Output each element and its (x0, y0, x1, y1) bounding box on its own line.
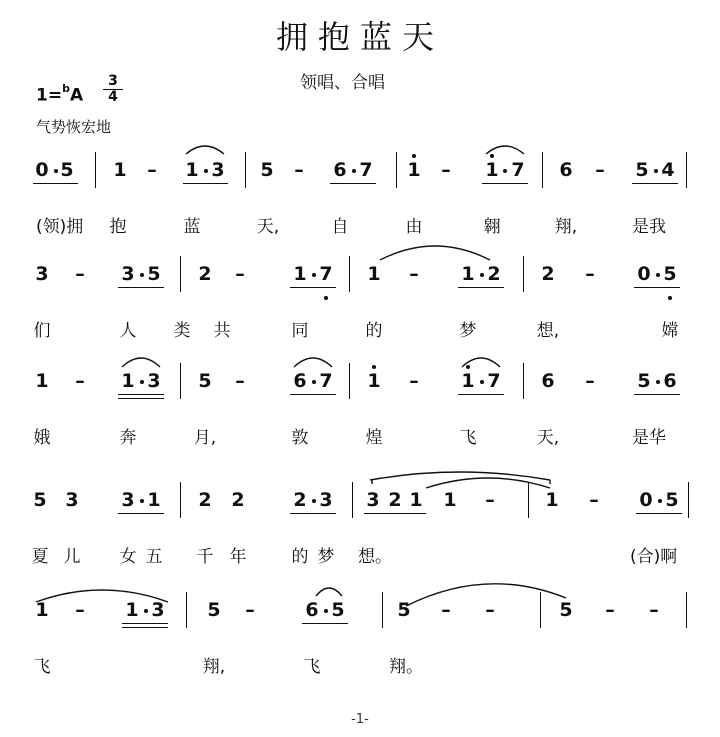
underline (330, 183, 376, 184)
note: 6 (541, 370, 555, 392)
note: 7 (511, 159, 525, 181)
slur (426, 478, 550, 488)
note: – (441, 599, 451, 621)
slurs (0, 448, 720, 508)
barline (686, 152, 687, 188)
lyric: 翔, (202, 657, 226, 677)
underline (290, 287, 336, 288)
note: 2 (198, 263, 212, 285)
note: 3 (151, 599, 165, 621)
note: 1 (485, 159, 499, 181)
note: – (235, 263, 245, 285)
slur (186, 146, 224, 154)
lyric: 年 (229, 547, 247, 567)
lyric: 敦 (291, 428, 309, 448)
key-signature (36, 84, 83, 106)
octave-dot (668, 296, 672, 300)
underline (118, 287, 164, 288)
note: 1 (367, 263, 381, 285)
lyric: 千 (196, 547, 214, 567)
underline (290, 513, 336, 514)
note: 5 (665, 489, 679, 511)
time-signature-top: 3 (103, 74, 123, 90)
barline (540, 592, 541, 628)
note: – (409, 263, 419, 285)
underline (636, 513, 682, 514)
lyric: 蓝 (183, 217, 201, 237)
lyric: 自 (331, 217, 349, 237)
note: – (585, 370, 595, 392)
note: 1 (367, 370, 381, 392)
octave-dot (372, 365, 376, 369)
lyric: 梦 (317, 547, 335, 567)
barline (396, 152, 397, 188)
lyric: 抱 (109, 217, 127, 237)
note: – (485, 599, 495, 621)
lyric: 奔 (119, 428, 137, 448)
note: 3 (211, 159, 225, 181)
note: – (294, 159, 304, 181)
note: 1 (461, 370, 475, 392)
note: 2 (487, 263, 501, 285)
lyric: 月, (193, 428, 217, 448)
page-number: -1- (351, 712, 369, 727)
barline (245, 152, 246, 188)
octave-dot (412, 154, 416, 158)
underline (122, 627, 168, 628)
barline (180, 482, 181, 518)
note: – (245, 599, 255, 621)
note: 1 (545, 489, 559, 511)
note: 6 (305, 599, 319, 621)
lyric: 夏 (31, 547, 49, 567)
note: – (409, 370, 419, 392)
lyric: 人 (119, 321, 137, 341)
lyric: 共 (213, 321, 231, 341)
performance-type: 领唱、合唱 (300, 73, 385, 93)
note: 5 (663, 263, 677, 285)
underline (118, 513, 164, 514)
barline (382, 592, 383, 628)
lyric: 嫦 (661, 321, 679, 341)
barline (542, 152, 543, 188)
lyric: 五 (145, 547, 163, 567)
lyric: 是华 (632, 428, 666, 448)
underline (458, 394, 504, 395)
slur (486, 146, 524, 154)
underline (632, 183, 678, 184)
underline (290, 394, 336, 395)
key-prefix: 1= (36, 85, 63, 106)
tempo-marking: 气势恢宏地 (36, 118, 112, 136)
note: 6 (293, 370, 307, 392)
note: 1 (113, 159, 127, 181)
note: 3 (65, 489, 79, 511)
lyric: 天, (536, 428, 560, 448)
lyric: 天, (256, 217, 280, 237)
note: 5 (207, 599, 221, 621)
note: 2 (388, 489, 402, 511)
lyric: 飞 (33, 657, 51, 677)
note: 0 (639, 489, 653, 511)
underline (122, 623, 168, 624)
underline (634, 287, 680, 288)
underline (33, 183, 78, 184)
note: 5 (397, 599, 411, 621)
note: – (585, 263, 595, 285)
note: 7 (319, 370, 333, 392)
underline (634, 394, 680, 395)
slur (370, 472, 550, 480)
lyric: 由 (405, 217, 423, 237)
note: 1 (185, 159, 199, 181)
note: – (605, 599, 615, 621)
barline (349, 363, 350, 399)
underline (302, 623, 348, 624)
time-signature (103, 74, 123, 105)
lyric: 飞 (459, 428, 477, 448)
note: 5 (60, 159, 74, 181)
lyric: 们 (33, 321, 51, 341)
note: 1 (121, 370, 135, 392)
lyric: 飞 (303, 657, 321, 677)
note: 1 (125, 599, 139, 621)
underline (458, 287, 504, 288)
note: – (75, 599, 85, 621)
barline (528, 482, 529, 518)
lyric: 煌 (365, 428, 383, 448)
note: 3 (366, 489, 380, 511)
note: – (595, 159, 605, 181)
lyric: 女 (119, 547, 137, 567)
lyric: (领)拥 (36, 217, 84, 237)
note: 1 (293, 263, 307, 285)
lyric: 儿 (63, 547, 81, 567)
barline (180, 363, 181, 399)
note: 1 (147, 489, 161, 511)
octave-dot (466, 365, 470, 369)
note: 5 (331, 599, 345, 621)
slur (294, 358, 332, 367)
underline (482, 183, 528, 184)
barline (523, 256, 524, 292)
lyric: 的 (291, 547, 309, 567)
barline (95, 152, 96, 188)
note: 7 (487, 370, 501, 392)
note: 5 (260, 159, 274, 181)
barline (686, 592, 687, 628)
key-note: A (69, 85, 84, 106)
lyric: 是我 (632, 217, 666, 237)
note: 3 (35, 263, 49, 285)
note: – (75, 370, 85, 392)
lyric: 同 (291, 321, 309, 341)
flat-sign: b (62, 82, 70, 95)
note: 7 (319, 263, 333, 285)
lyric: 梦 (459, 321, 477, 341)
slur (122, 358, 160, 367)
lyric: (合)啊 (630, 547, 678, 567)
note: 1 (407, 159, 421, 181)
note: 1 (461, 263, 475, 285)
note: 3 (147, 370, 161, 392)
underline (118, 398, 164, 399)
note: 1 (35, 599, 49, 621)
lyric: 类 (173, 321, 191, 341)
note: 1 (409, 489, 423, 511)
note: 3 (121, 489, 135, 511)
note: – (75, 263, 85, 285)
note: – (441, 159, 451, 181)
octave-dot (490, 154, 494, 158)
lyric: 想。 (358, 547, 392, 567)
note: – (485, 489, 495, 511)
time-signature-bottom: 4 (108, 89, 118, 105)
note: 1 (35, 370, 49, 392)
note: 1 (443, 489, 457, 511)
note: 6 (333, 159, 347, 181)
note: – (649, 599, 659, 621)
note: 5 (147, 263, 161, 285)
note: 0 (35, 159, 49, 181)
note: 2 (293, 489, 307, 511)
note: 5 (637, 370, 651, 392)
octave-dot (324, 296, 328, 300)
lyric: 娥 (33, 428, 51, 448)
slur (372, 480, 550, 484)
barline (523, 363, 524, 399)
lyric: 翱 (483, 217, 501, 237)
underline (364, 513, 426, 514)
barline (349, 256, 350, 292)
lyric: 翔。 (389, 657, 423, 677)
note: 3 (121, 263, 135, 285)
underline (183, 183, 228, 184)
note: – (589, 489, 599, 511)
note: – (147, 159, 157, 181)
slur (380, 246, 490, 260)
note: 5 (33, 489, 47, 511)
barline (688, 482, 689, 518)
lyric: 的 (365, 321, 383, 341)
barline (180, 256, 181, 292)
note: 6 (663, 370, 677, 392)
note: 3 (319, 489, 333, 511)
note: – (235, 370, 245, 392)
note: 5 (198, 370, 212, 392)
song-title: 拥抱蓝天 (275, 18, 444, 56)
note: 2 (541, 263, 555, 285)
lyric: 翔, (554, 217, 578, 237)
barline (186, 592, 187, 628)
note: 0 (637, 263, 651, 285)
note: 4 (661, 159, 675, 181)
note: 5 (559, 599, 573, 621)
barline (352, 482, 353, 518)
note: 2 (198, 489, 212, 511)
slur (316, 588, 342, 596)
lyric: 想, (536, 321, 560, 341)
underline (118, 394, 164, 395)
note: 6 (559, 159, 573, 181)
note: 7 (359, 159, 373, 181)
note: 2 (231, 489, 245, 511)
note: 5 (635, 159, 649, 181)
